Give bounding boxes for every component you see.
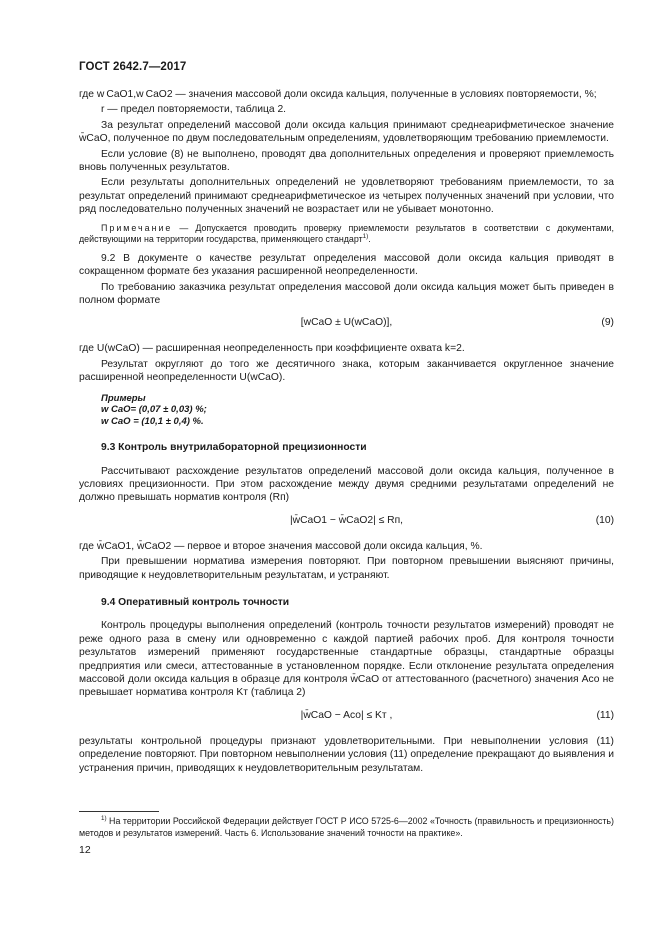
example-2: w CaO = (10,1 ± 0,4) %. — [101, 415, 204, 427]
footnote-divider — [79, 811, 159, 812]
formula-11 — [79, 709, 614, 726]
footnote — [79, 816, 614, 839]
formula-9 — [79, 316, 614, 333]
footnote-text: На территории Российской Федерации действует ГОСТ Р ИСО 5725-6—2002 «Точность (правильность и прецизионность) методов и результатов измерений. Часть 6. Использование значений точности на практике». — [79, 816, 614, 838]
note: Примечание — Допускается проводить проверку приемлемости результатов в соответствии с документами, действующими на территории государства, применяющего стандарт$^{1)}$. — [79, 222, 614, 245]
paragraph: Контроль процедуры выполнения определений (контроль точности результатов измерений) проводят не реже одного раза в смену или одновременно с каждой партией рабочих проб. Для контроля точности результатов измерений применяют государственные стандартные образцы, стандартные образцы предприятия или смеси, аттестованные в установленном порядке. Если отклонение результата определения массовой доли оксида кальция в образце для контроля w̄CaO от аттестованного (расчетного) значения Aсо не превышает норматива контроля Kт (таблица 2) — [79, 620, 614, 699]
paragraph: где U(wCaO) — расширенная неопределенность при коэффициенте охвата k=2. — [79, 343, 465, 355]
note-label: Примечание — [101, 222, 173, 233]
formula-text: [wCaO ± U(wCaO)], — [300, 317, 393, 329]
paragraph: При превышении норматива измерения повторяют. При повторном превышении выясняют причины, приводящие к неудовлетворительным результатам, и устраняют. — [79, 556, 614, 581]
document-header: ГОСТ 2642.7—2017 — [79, 61, 187, 73]
formula-10 — [79, 514, 614, 531]
footnote-marker: 1) — [101, 815, 107, 823]
section-heading-9-4: 9.4 Оперативный контроль точности — [101, 597, 290, 609]
formula-number: (10) — [595, 514, 614, 526]
where-clause-1b: r — предел повторяемости, таблица 2. — [101, 104, 287, 116]
paragraph: Если условие (8) не выполнено, проводят два дополнительных определения и проверяют приемлемость вновь полученных результатов. — [79, 148, 614, 174]
examples-title: Примеры — [101, 392, 146, 404]
paragraph: По требованию заказчика результат определения массовой доли оксида кальция может быть приведен в полном формате — [79, 281, 614, 307]
where-clause-1: где w CaO1,w CaO2 — значения массовой доли оксида кальция, полученные в условиях повторяемости, %; — [79, 89, 597, 100]
note-footnote-ref[interactable]: 1) — [362, 233, 369, 241]
formula-text: |w̄CaO1 − w̄CaO2| ≤ Rп, — [290, 514, 403, 526]
paragraph: Рассчитывают расхождение результатов определений массовой доли оксида кальция, полученное в условиях прецизионности. При этом расхождение между двумя средними результатами определений не должно превышать норматив контроля (Rп) — [79, 465, 614, 504]
paragraph: где w̄CaO1, w̄CaO2 — первое и второе значения массовой доли оксида кальция, %. — [79, 540, 483, 552]
formula-number: (9) — [601, 317, 614, 329]
page-number: 12 — [79, 844, 91, 856]
formula-text: |w̄CaO − Aсо| ≤ Kт , — [300, 709, 393, 721]
paragraph: результаты контрольной процедуры признают удовлетворительными. При невыполнении условия (11) определение повторяют. При повторном невыполнении условия (11) определение прекращают до выявления и устранения причин, приводящих к неудовлетворительным результатам. — [79, 735, 614, 774]
paragraph: За результат определений массовой доли оксида кальция принимают среднеарифметическое значение w̄CaO, полученное по двум последовательным определениям, удовлетворяющим требованию приемлемости. — [79, 119, 614, 145]
section-heading-9-3: 9.3 Контроль внутрилабораторной прецизионности — [101, 442, 367, 454]
paragraph: 9.2 В документе о качестве результат определения массовой доли оксида кальция приводят в сокращенном формате без указания расширенной неопределенности. — [79, 252, 614, 278]
paragraph: Результат округляют до того же десятичного знака, которым заканчивается округленное значение расширенной неопределенности U(wCaO). — [79, 358, 614, 384]
example-1: w CaO= (0,07 ± 0,03) %; — [101, 404, 207, 416]
document-body — [79, 88, 614, 777]
formula-number: (11) — [596, 709, 614, 721]
paragraph: Если результаты дополнительных определений не удовлетворяют требованиям приемлемости, то за результат определений принимают среднеарифметическое из четырех полученных значений при условии, что ряд последовательно полученных значений не возрастает или не убывает монотонно. — [79, 177, 614, 216]
note-text: — Допускается проводить проверку приемлемости результатов в соответствии с документами, действующими на территории государства, применяющего стандарт — [79, 222, 614, 245]
